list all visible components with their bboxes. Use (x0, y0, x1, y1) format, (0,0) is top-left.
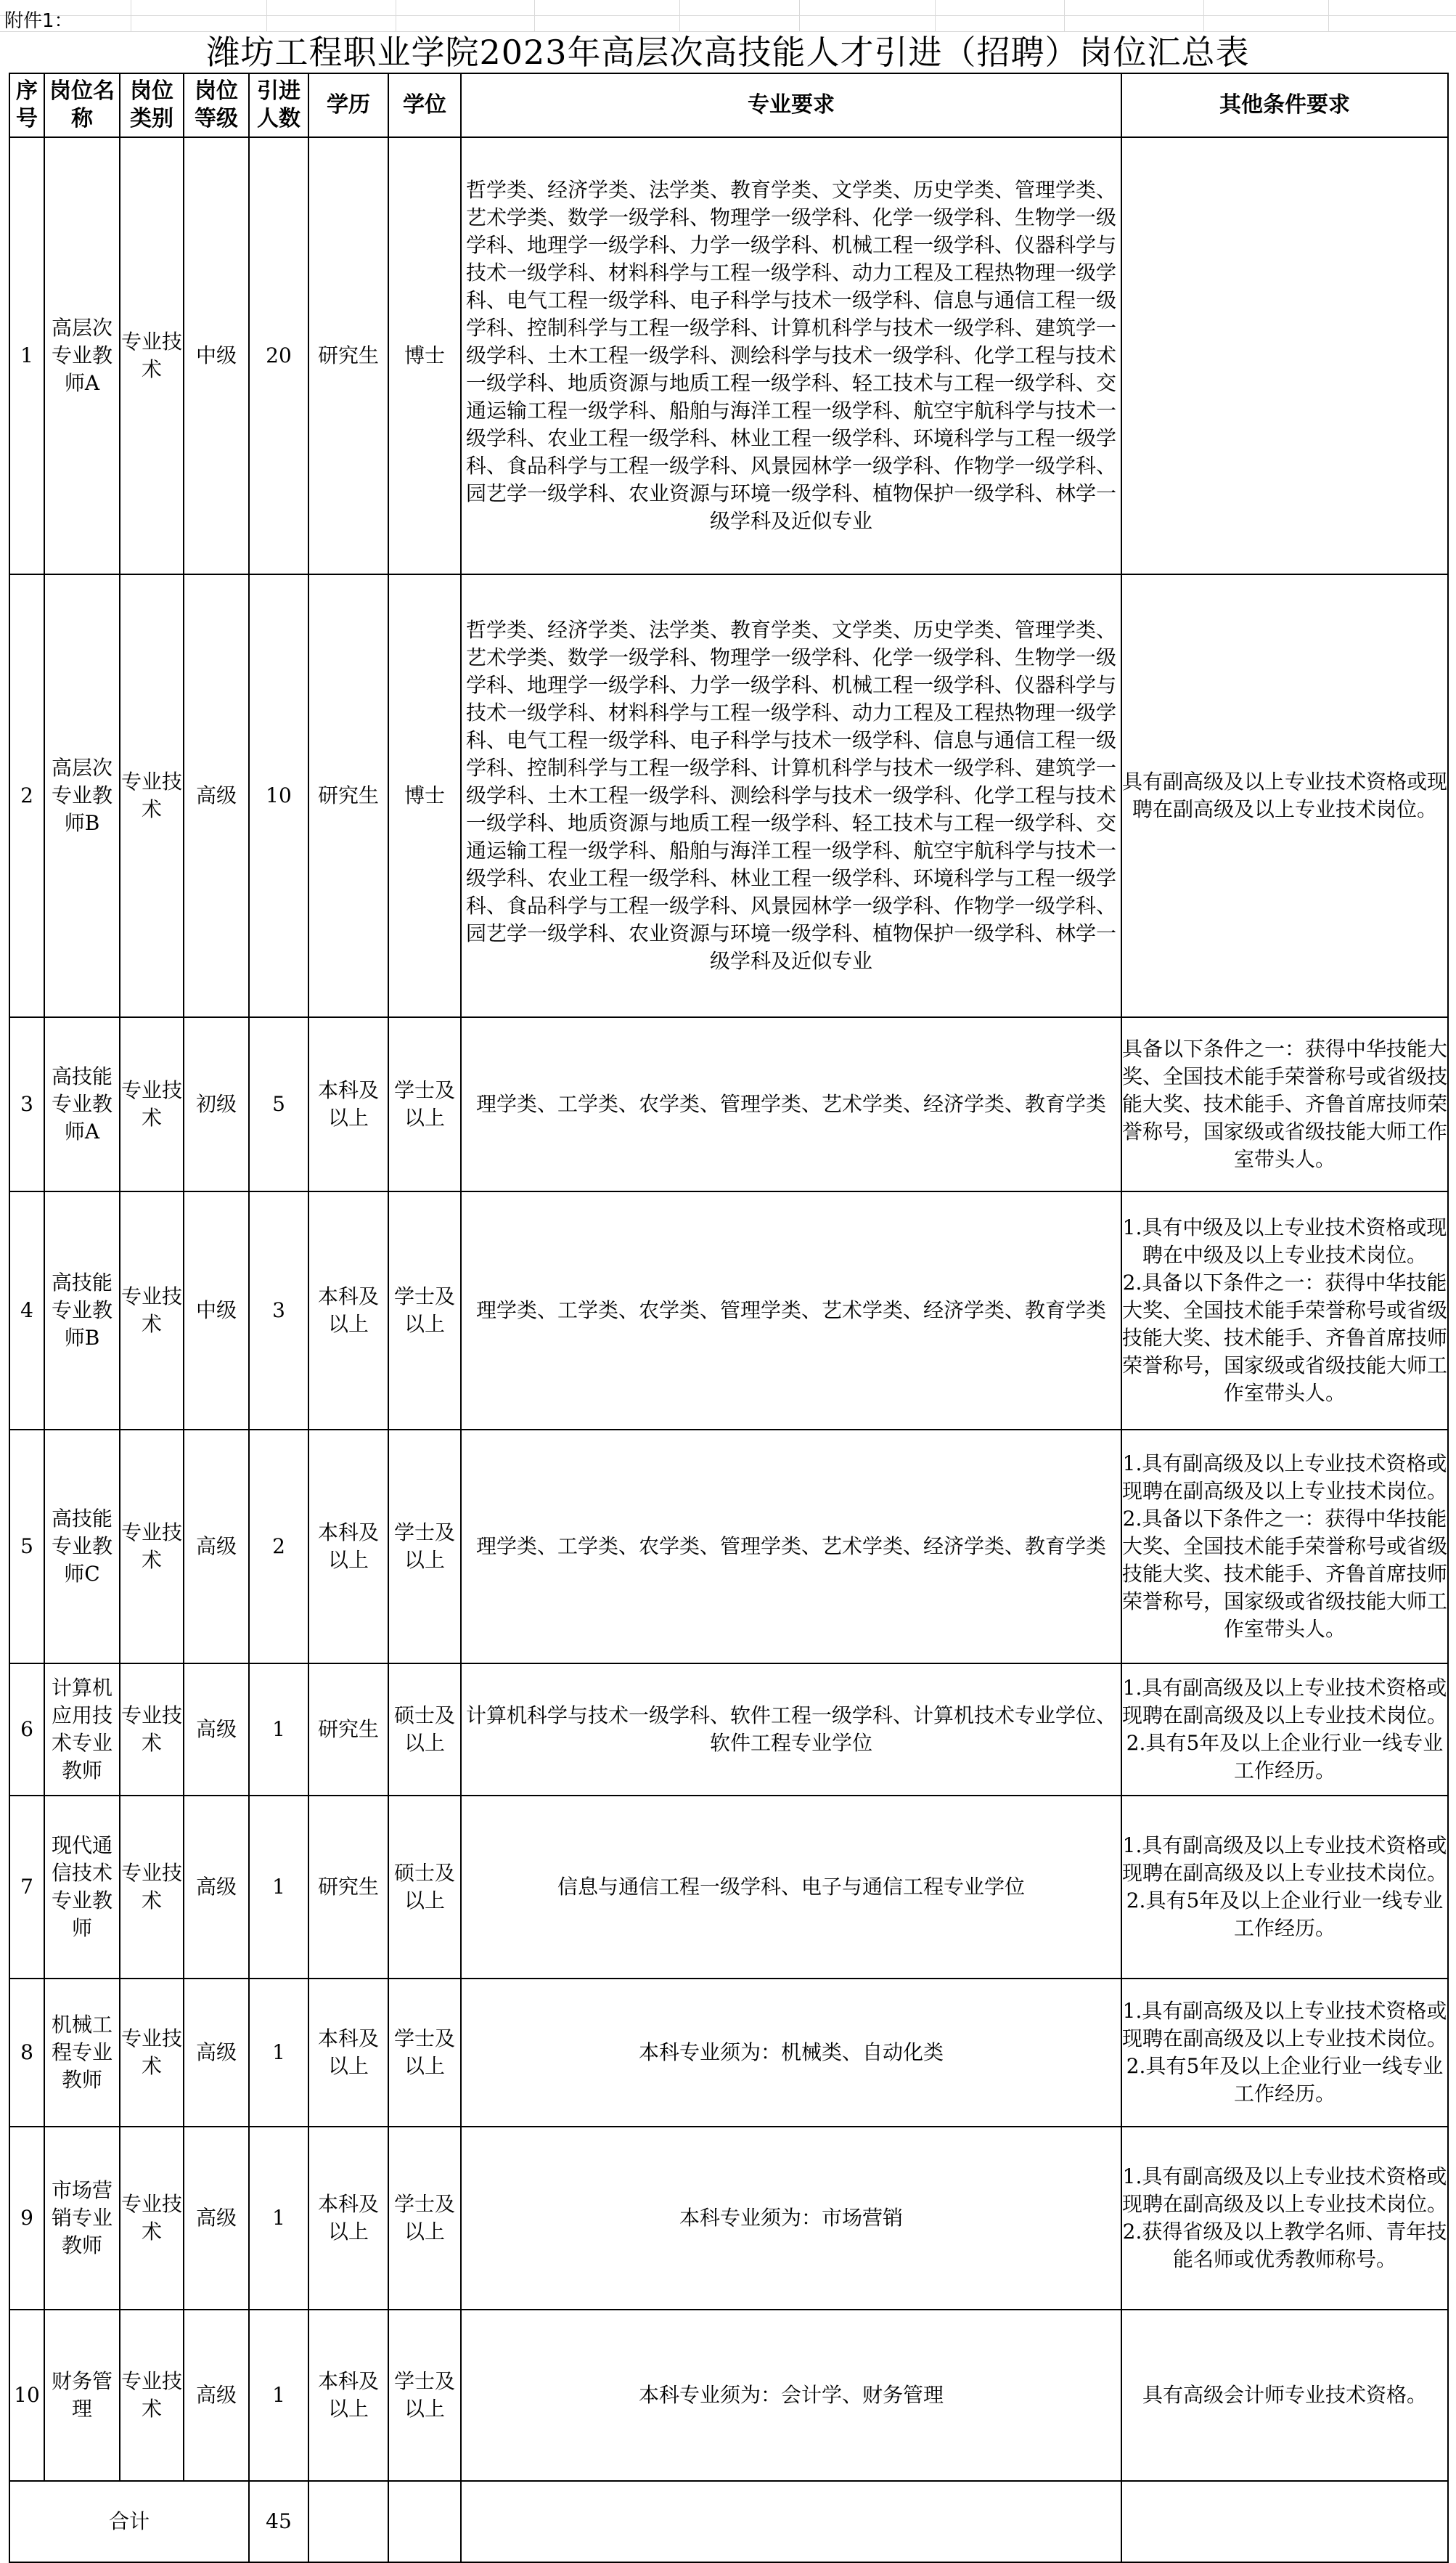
cell-name-text: 高层次专业教师A (51, 316, 113, 395)
table-row (9, 1796, 1448, 1979)
cell-education-text: 本科及以上 (317, 2026, 379, 2078)
cell-index-text: 3 (20, 1092, 33, 1116)
cell-category-text: 专业技术 (120, 2026, 182, 2078)
positions-table (9, 73, 1449, 2563)
cell-grade (184, 1796, 249, 1979)
cell-education (308, 137, 388, 574)
cell-count-text: 2 (272, 1534, 285, 1558)
cell-major (461, 1979, 1121, 2127)
cell-name-text: 高技能专业教师B (51, 1271, 113, 1350)
cell-index (9, 1191, 44, 1430)
cell-category-text: 专业技术 (120, 1861, 182, 1912)
cell-education (308, 2127, 388, 2310)
cell-index-text: 2 (20, 783, 33, 807)
cell-name (44, 1979, 120, 2127)
cell-other-text: 1.具有副高级及以上专业技术资格或现聘在副高级及以上专业技术岗位。 2.具有5年及以上企业行业一线专业工作经历。 (1122, 1833, 1448, 1940)
cell-grade (184, 137, 249, 574)
table-row (9, 1979, 1448, 2127)
cell-other (1121, 1663, 1448, 1796)
cell-count (249, 2310, 308, 2481)
cell-education (308, 1191, 388, 1430)
cell-other-text: 1.具有副高级及以上专业技术资格或现聘在副高级及以上专业技术岗位。 2.具备以下条件之一：获得中华技能大奖、全国技术能手荣誉称号或省级技能大奖、技术能手、齐鲁首席技师荣誉称号，国家级或省级技能大师工作室带头人。 (1122, 1451, 1448, 1641)
header-name: 岗位名称 (44, 73, 120, 137)
cell-major-text: 信息与通信工程一级学科、电子与通信工程专业学位 (557, 1875, 1025, 1899)
cell-category-text: 专业技术 (120, 330, 182, 381)
cell-grade-text: 中级 (195, 343, 237, 367)
cell-other (1121, 1796, 1448, 1979)
total-row (9, 2481, 1448, 2562)
cell-index (9, 2310, 44, 2481)
cell-count (249, 137, 308, 574)
cell-degree (388, 1979, 461, 2127)
cell-category (120, 1191, 184, 1430)
cell-other-text: 1.具有副高级及以上专业技术资格或现聘在副高级及以上专业技术岗位。 2.具有5年及以上企业行业一线专业工作经历。 (1122, 1676, 1448, 1782)
cell-education-text: 研究生 (317, 343, 379, 367)
cell-grade (184, 1191, 249, 1430)
cell-name (44, 1191, 120, 1430)
cell-index (9, 1979, 44, 2127)
table-row (9, 1663, 1448, 1796)
cell-education (308, 1796, 388, 1979)
cell-name (44, 2127, 120, 2310)
cell-education-text: 研究生 (317, 1875, 379, 1899)
cell-other-text: 1.具有中级及以上专业技术资格或现聘在中级及以上专业技术岗位。 2.具备以下条件之一：获得中华技能大奖、全国技术能手荣誉称号或省级技能大奖、技术能手、齐鲁首席技师荣誉称号，国家级或省级技能大师工作室带头人。 (1122, 1215, 1448, 1405)
cell-degree-text: 博士 (404, 783, 445, 807)
cell-name-text: 高技能专业教师A (51, 1064, 113, 1144)
header-category: 岗位类别 (120, 73, 184, 137)
cell-degree-text: 学士及以上 (393, 1284, 455, 1336)
cell-major-text: 理学类、工学类、农学类、管理学类、艺术学类、经济学类、教育学类 (475, 1092, 1106, 1116)
cell-degree (388, 1017, 461, 1191)
table-row (9, 1430, 1448, 1663)
cell-grade-text: 高级 (195, 1534, 237, 1558)
header-grade: 岗位等级 (184, 73, 249, 137)
header-other: 其他条件要求 (1121, 73, 1448, 137)
cell-education-text: 研究生 (317, 783, 379, 807)
cell-count (249, 1191, 308, 1430)
table-row (9, 1017, 1448, 1191)
cell-category-text: 专业技术 (120, 1284, 182, 1336)
cell-count-text: 3 (272, 1298, 285, 1322)
total-empty-cell (308, 2481, 388, 2562)
cell-major-text: 哲学类、经济学类、法学类、教育学类、文学类、历史学类、管理学类、艺术学类、数学一级学科、物理学一级学科、化学一级学科、生物学一级学科、地理学一级学科、力学一级学科、机械工程一级学科、仪器科学与技术一级学科、材料科学与工程一级学科、动力工程及工程热物理一级学科、电气工程一级学科、电子科学与技术一级学科、信息与通信工程一级学科、控制科学与工程一级学科、计算机科学与技术一级学科、建筑学一级学科、土木工程一级学科、测绘科学与技术一级学科、化学工程与技术一级学科、地质资源与地质工程一级学科、轻工技术与工程一级学科、交通运输工程一级学科、船舶与海洋工程一级学科、航空宇航科学与技术一级学科、农业工程一级学科、林业工程一级学科、环境科学与工程一级学科、食品科学与工程一级学科、风景园林学一级学科、作物学一级学科、园艺学一级学科、农业资源与环境一级学科、植物保护一级学科、林学一级学科及近似专业 (465, 178, 1116, 533)
cell-name (44, 137, 120, 574)
cell-degree (388, 1796, 461, 1979)
cell-category (120, 574, 184, 1017)
spreadsheet-gridlines (0, 0, 1456, 32)
cell-grade-text: 高级 (195, 1717, 237, 1741)
cell-other (1121, 2310, 1448, 2481)
cell-degree-text: 学士及以上 (393, 2192, 455, 2244)
cell-category-text: 专业技术 (120, 1520, 182, 1572)
cell-degree-text: 硕士及以上 (393, 1861, 455, 1912)
cell-education (308, 2310, 388, 2481)
cell-education-text: 本科及以上 (317, 1284, 379, 1336)
attachment-label: 附件1： (4, 10, 73, 32)
cell-education-text: 本科及以上 (317, 1078, 379, 1130)
cell-grade-text: 高级 (195, 2383, 237, 2407)
cell-grade (184, 574, 249, 1017)
cell-major-text: 本科专业须为：会计学、财务管理 (638, 2383, 944, 2407)
cell-degree (388, 574, 461, 1017)
cell-count-text: 10 (266, 783, 292, 807)
cell-degree (388, 1663, 461, 1796)
cell-name (44, 1796, 120, 1979)
cell-index-text: 8 (20, 2040, 33, 2064)
cell-name (44, 1017, 120, 1191)
cell-major (461, 1663, 1121, 1796)
cell-education (308, 1430, 388, 1663)
cell-index-text: 6 (20, 1717, 33, 1741)
cell-grade (184, 1663, 249, 1796)
cell-education-text: 研究生 (317, 1717, 379, 1741)
cell-index-text: 1 (20, 343, 33, 367)
cell-major-text: 理学类、工学类、农学类、管理学类、艺术学类、经济学类、教育学类 (475, 1534, 1106, 1558)
cell-category-text: 专业技术 (120, 2369, 182, 2421)
cell-category (120, 1979, 184, 2127)
table-row (9, 2127, 1448, 2310)
cell-category (120, 137, 184, 574)
cell-count-text: 1 (272, 2206, 285, 2230)
cell-index (9, 2127, 44, 2310)
cell-category (120, 2310, 184, 2481)
cell-grade (184, 1979, 249, 2127)
header-index: 序号 (9, 73, 44, 137)
cell-category-text: 专业技术 (120, 1703, 182, 1755)
table-row (9, 574, 1448, 1017)
cell-education-text: 本科及以上 (317, 1520, 379, 1572)
cell-index-text: 9 (20, 2206, 33, 2230)
cell-grade-text: 中级 (195, 1298, 237, 1322)
cell-major (461, 1796, 1121, 1979)
cell-index-text: 10 (14, 2383, 40, 2407)
cell-degree (388, 2127, 461, 2310)
cell-other-text: 具有副高级及以上专业技术资格或现聘在副高级及以上专业技术岗位。 (1122, 770, 1448, 821)
cell-count-text: 5 (272, 1092, 285, 1116)
cell-education (308, 1663, 388, 1796)
cell-count (249, 1663, 308, 1796)
cell-category (120, 1430, 184, 1663)
header-education: 学历 (308, 73, 388, 137)
cell-degree (388, 1430, 461, 1663)
cell-count-text: 1 (272, 2040, 285, 2064)
cell-count-text: 1 (272, 1717, 285, 1741)
cell-grade-text: 初级 (195, 1092, 237, 1116)
cell-major (461, 2310, 1121, 2481)
cell-count-text: 1 (272, 2383, 285, 2407)
header-degree: 学位 (388, 73, 461, 137)
cell-degree (388, 2310, 461, 2481)
cell-index (9, 574, 44, 1017)
cell-major-text: 本科专业须为：机械类、自动化类 (638, 2040, 944, 2064)
cell-major (461, 2127, 1121, 2310)
cell-degree-text: 学士及以上 (393, 2026, 455, 2078)
cell-degree (388, 1191, 461, 1430)
cell-education (308, 1979, 388, 2127)
header-major: 专业要求 (461, 73, 1121, 137)
cell-major (461, 1191, 1121, 1430)
cell-index (9, 1017, 44, 1191)
table-row (9, 1191, 1448, 1430)
cell-other (1121, 1017, 1448, 1191)
cell-count (249, 574, 308, 1017)
header-count: 引进人数 (249, 73, 308, 137)
cell-name (44, 1663, 120, 1796)
cell-category (120, 1017, 184, 1191)
cell-major-text: 本科专业须为：市场营销 (679, 2206, 903, 2230)
cell-name-text: 计算机应用技术专业教师 (51, 1676, 113, 1782)
cell-name-text: 财务管理 (51, 2369, 113, 2421)
cell-index (9, 1796, 44, 1979)
cell-other (1121, 574, 1448, 1017)
cell-index (9, 1663, 44, 1796)
cell-grade (184, 2127, 249, 2310)
cell-name-text: 高层次专业教师B (51, 756, 113, 835)
cell-grade (184, 1430, 249, 1663)
cell-grade-text: 高级 (195, 783, 237, 807)
cell-education (308, 1017, 388, 1191)
total-empty-cell (461, 2481, 1121, 2562)
cell-degree-text: 博士 (404, 343, 445, 367)
cell-degree-text: 学士及以上 (393, 2369, 455, 2421)
cell-index (9, 137, 44, 574)
cell-other (1121, 1979, 1448, 2127)
cell-name (44, 1430, 120, 1663)
table-header-row (9, 73, 1448, 137)
cell-category-text: 专业技术 (120, 1078, 182, 1130)
cell-other-text: 具有高级会计师专业技术资格。 (1142, 2383, 1427, 2407)
cell-other-text: 1.具有副高级及以上专业技术资格或现聘在副高级及以上专业技术岗位。 2.获得省级及以上教学名师、青年技能名师或优秀教师称号。 (1122, 2164, 1448, 2271)
cell-count (249, 1979, 308, 2127)
cell-degree (388, 137, 461, 574)
cell-other (1121, 1430, 1448, 1663)
cell-major (461, 1017, 1121, 1191)
cell-grade-text: 高级 (195, 2206, 237, 2230)
cell-grade-text: 高级 (195, 2040, 237, 2064)
cell-major (461, 137, 1121, 574)
cell-count (249, 1796, 308, 1979)
cell-other (1121, 2127, 1448, 2310)
page-title: 潍坊工程职业学院2023年高层次高技能人才引进（招聘）岗位汇总表 (206, 33, 1250, 72)
cell-major-text: 计算机科学与技术一级学科、软件工程一级学科、计算机技术专业学位、软件工程专业学位 (465, 1703, 1116, 1755)
cell-major-text: 哲学类、经济学类、法学类、教育学类、文学类、历史学类、管理学类、艺术学类、数学一级学科、物理学一级学科、化学一级学科、生物学一级学科、地理学一级学科、力学一级学科、机械工程一级学科、仪器科学与技术一级学科、材料科学与工程一级学科、动力工程及工程热物理一级学科、电气工程一级学科、电子科学与技术一级学科、信息与通信工程一级学科、控制科学与工程一级学科、计算机科学与技术一级学科、建筑学一级学科、土木工程一级学科、测绘科学与技术一级学科、化学工程与技术一级学科、地质资源与地质工程一级学科、轻工技术与工程一级学科、交通运输工程一级学科、船舶与海洋工程一级学科、航空宇航科学与技术一级学科、农业工程一级学科、林业工程一级学科、环境科学与工程一级学科、食品科学与工程一级学科、风景园林学一级学科、作物学一级学科、园艺学一级学科、农业资源与环境一级学科、植物保护一级学科、林学一级学科及近似专业 (465, 618, 1116, 973)
cell-major-text: 理学类、工学类、农学类、管理学类、艺术学类、经济学类、教育学类 (475, 1298, 1106, 1322)
cell-category (120, 1796, 184, 1979)
cell-other-text: 具备以下条件之一：获得中华技能大奖、全国技术能手荣誉称号或省级技能大奖、技术能手、齐鲁首席技师荣誉称号，国家级或省级技能大师工作室带头人。 (1122, 1037, 1448, 1171)
cell-count (249, 1430, 308, 1663)
cell-major (461, 574, 1121, 1017)
total-label: 合计 (9, 2481, 249, 2562)
cell-education-text: 本科及以上 (317, 2192, 379, 2244)
cell-count-text: 1 (272, 1875, 285, 1899)
cell-education-text: 本科及以上 (317, 2369, 379, 2421)
cell-index-text: 4 (20, 1298, 33, 1322)
table-row (9, 137, 1448, 574)
cell-name-text: 机械工程专业教师 (51, 2013, 113, 2092)
cell-degree-text: 学士及以上 (393, 1078, 455, 1130)
total-count: 45 (249, 2481, 308, 2562)
total-empty-cell (1121, 2481, 1448, 2562)
cell-degree-text: 硕士及以上 (393, 1703, 455, 1755)
cell-other (1121, 1191, 1448, 1430)
cell-count-text: 20 (266, 343, 292, 367)
cell-grade (184, 1017, 249, 1191)
cell-index-text: 5 (20, 1534, 33, 1558)
cell-count (249, 1017, 308, 1191)
cell-other (1121, 137, 1448, 574)
cell-category (120, 1663, 184, 1796)
table-row (9, 2310, 1448, 2481)
cell-category (120, 2127, 184, 2310)
cell-degree-text: 学士及以上 (393, 1520, 455, 1572)
cell-index-text: 7 (20, 1875, 33, 1899)
cell-grade-text: 高级 (195, 1875, 237, 1899)
cell-name-text: 市场营销专业教师 (51, 2178, 113, 2257)
cell-education (308, 574, 388, 1017)
cell-name (44, 2310, 120, 2481)
cell-category-text: 专业技术 (120, 770, 182, 821)
cell-name-text: 现代通信技术专业教师 (51, 1833, 113, 1940)
cell-other-text: 1.具有副高级及以上专业技术资格或现聘在副高级及以上专业技术岗位。 2.具有5年及以上企业行业一线专业工作经历。 (1122, 1999, 1448, 2106)
cell-name (44, 574, 120, 1017)
cell-category-text: 专业技术 (120, 2192, 182, 2244)
cell-count (249, 2127, 308, 2310)
cell-major (461, 1430, 1121, 1663)
total-empty-cell (388, 2481, 461, 2562)
cell-name-text: 高技能专业教师C (51, 1507, 113, 1586)
cell-grade (184, 2310, 249, 2481)
cell-index (9, 1430, 44, 1663)
